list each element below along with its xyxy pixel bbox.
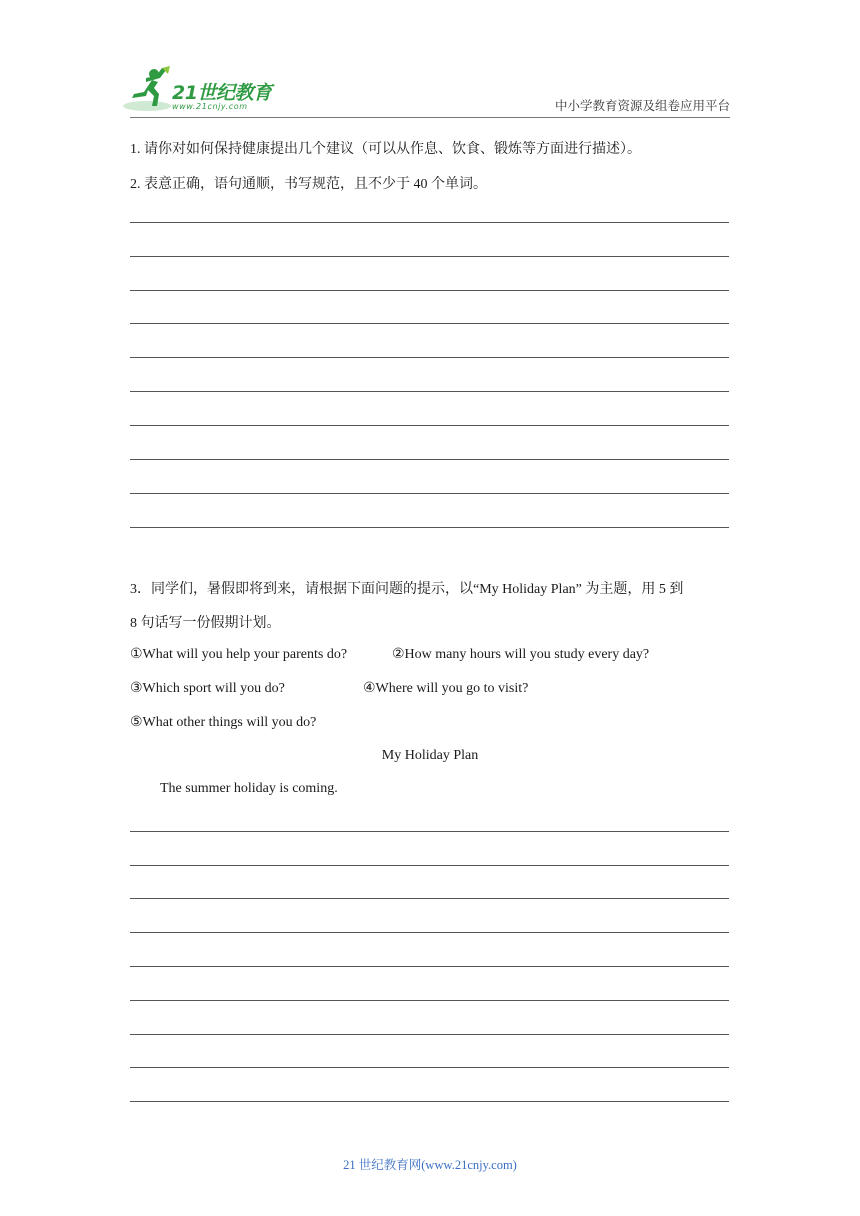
writing-line[interactable] [130, 865, 729, 866]
writing-line[interactable] [130, 493, 729, 494]
logo-text: 21世纪教育 [172, 82, 272, 104]
writing-line[interactable] [130, 527, 729, 528]
header-tagline: 中小学教育资源及组卷应用平台 [554, 98, 730, 113]
writing-line[interactable] [130, 1000, 729, 1001]
hint-question-2: ②How many hours will you study every day? [392, 647, 650, 662]
requirement-2: 2. 表意正确，语句通顺，书写规范，且不少于 40 个单词。 [130, 177, 487, 192]
site-logo [122, 66, 292, 118]
writing-line[interactable] [130, 831, 729, 832]
requirement-1: 1. 请你对如何保持健康提出几个建议（可以从作息、饮食、锻炼等方面进行描述）。 [130, 142, 641, 157]
writing-line[interactable] [130, 1101, 729, 1102]
essay-title: My Holiday Plan [381, 748, 479, 763]
writing-line[interactable] [130, 1034, 729, 1035]
writing-line[interactable] [130, 898, 729, 899]
writing-line[interactable] [130, 966, 729, 967]
logo-url: www.21cnjy.com [172, 102, 248, 111]
page-footer: 21 世纪教育网(www.21cnjy.com) [343, 1158, 517, 1172]
runner-logo-icon [122, 66, 172, 114]
header-rule [130, 117, 730, 118]
writing-line[interactable] [130, 323, 729, 324]
writing-line[interactable] [130, 256, 729, 257]
question-3-prompt-line2: 8 句话写一份假期计划。 [130, 616, 281, 631]
writing-line[interactable] [130, 357, 729, 358]
hint-question-4: ④Where will you go to visit? [363, 681, 529, 696]
question-3-prompt-line1: 3．同学们，暑假即将到来，请根据下面问题的提示，以“My Holiday Plan” 为主题，用 5 到 [130, 582, 684, 597]
writing-line[interactable] [130, 1067, 729, 1068]
page-header [0, 0, 860, 120]
writing-line[interactable] [130, 391, 729, 392]
hint-question-3: ③Which sport will you do? [130, 681, 285, 696]
writing-line[interactable] [130, 425, 729, 426]
hint-question-1: ①What will you help your parents do? [130, 647, 348, 662]
writing-line[interactable] [130, 222, 729, 223]
essay-opening: The summer holiday is coming. [160, 781, 338, 796]
writing-line[interactable] [130, 932, 729, 933]
writing-line[interactable] [130, 459, 729, 460]
hint-question-5: ⑤What other things will you do? [130, 715, 317, 730]
writing-line[interactable] [130, 290, 729, 291]
